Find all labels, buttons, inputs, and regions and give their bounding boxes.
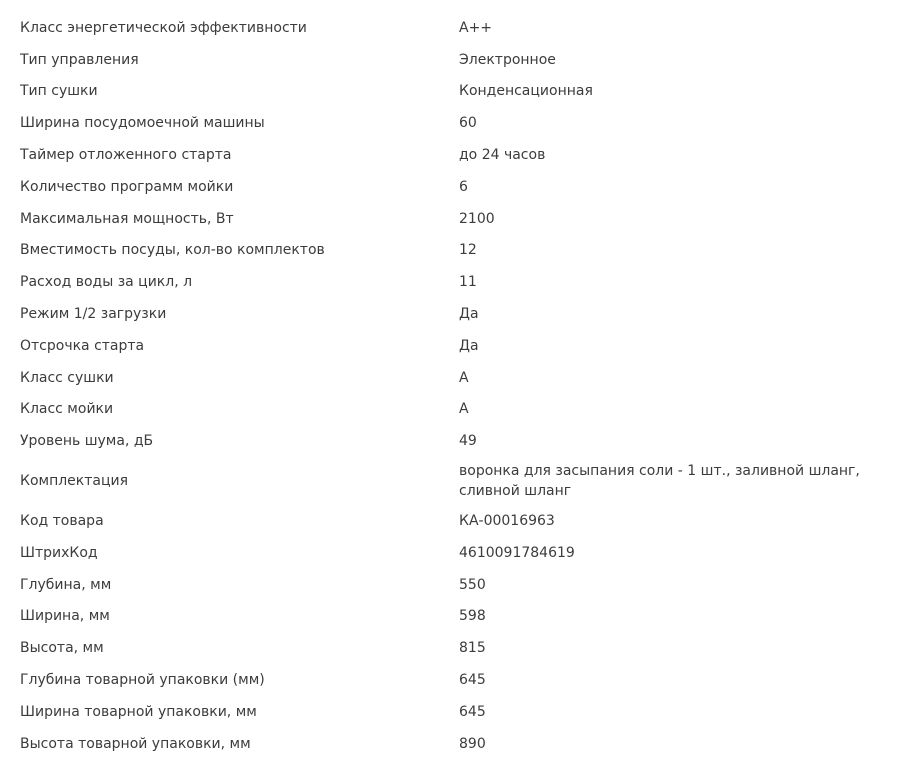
spec-label: Расход воды за цикл, л bbox=[20, 274, 193, 291]
spec-value: 598 bbox=[459, 608, 486, 625]
spec-label: Вместимость посуды, кол-во комплектов bbox=[20, 242, 325, 259]
spec-value: 645 bbox=[459, 672, 486, 689]
spec-row bbox=[0, 139, 915, 171]
spec-label: Количество программ мойки bbox=[20, 178, 234, 195]
spec-row bbox=[0, 569, 915, 601]
spec-value: Электронное bbox=[459, 51, 556, 68]
spec-value: 645 bbox=[459, 703, 486, 720]
spec-label: Ширина посудомоечной машины bbox=[20, 115, 265, 132]
spec-label: Отсрочка старта bbox=[20, 337, 145, 354]
spec-row bbox=[0, 601, 915, 633]
spec-value: 550 bbox=[459, 576, 486, 593]
spec-value: 4610091784619 bbox=[459, 544, 575, 561]
spec-value: A bbox=[459, 369, 469, 386]
spec-row bbox=[0, 235, 915, 267]
spec-value: 2100 bbox=[459, 210, 495, 227]
spec-label: Режим 1/2 загрузки bbox=[20, 306, 167, 323]
spec-label: Максимальная мощность, Вт bbox=[20, 210, 234, 227]
spec-row bbox=[0, 537, 915, 569]
spec-row bbox=[0, 505, 915, 537]
spec-label: Уровень шума, дБ bbox=[20, 433, 154, 450]
spec-row bbox=[0, 107, 915, 139]
spec-row bbox=[0, 425, 915, 457]
spec-label: Глубина товарной упаковки (мм) bbox=[20, 672, 265, 689]
spec-label: Высота товарной упаковки, мм bbox=[20, 735, 251, 752]
spec-value: КА-00016963 bbox=[459, 513, 555, 530]
spec-value: до 24 часов bbox=[459, 147, 546, 164]
spec-value: 6 bbox=[459, 178, 468, 195]
spec-row bbox=[0, 203, 915, 235]
spec-row bbox=[0, 632, 915, 664]
spec-row bbox=[0, 76, 915, 108]
spec-value: 890 bbox=[459, 735, 486, 752]
spec-row bbox=[0, 330, 915, 362]
spec-value: Да bbox=[459, 306, 479, 323]
specifications-table bbox=[0, 12, 915, 760]
spec-row bbox=[0, 171, 915, 203]
spec-value: A bbox=[459, 401, 469, 418]
spec-value: Конденсационная bbox=[459, 83, 593, 100]
spec-row bbox=[0, 12, 915, 44]
spec-value: 12 bbox=[459, 242, 477, 259]
spec-value: 815 bbox=[459, 640, 486, 657]
spec-label: Комплектация bbox=[20, 473, 129, 490]
spec-row bbox=[0, 298, 915, 330]
spec-label: ШтрихКод bbox=[20, 544, 98, 561]
spec-label: Ширина, мм bbox=[20, 608, 110, 625]
spec-label: Тип управления bbox=[20, 51, 139, 68]
spec-label: Ширина товарной упаковки, мм bbox=[20, 703, 257, 720]
spec-row bbox=[0, 457, 915, 505]
spec-value: Да bbox=[459, 337, 479, 354]
spec-value: 11 bbox=[459, 274, 477, 291]
spec-label: Таймер отложенного старта bbox=[20, 147, 232, 164]
spec-row bbox=[0, 44, 915, 76]
spec-row bbox=[0, 266, 915, 298]
spec-label: Высота, мм bbox=[20, 640, 104, 657]
spec-label: Класс мойки bbox=[20, 401, 114, 418]
spec-row bbox=[0, 664, 915, 696]
spec-row bbox=[0, 394, 915, 426]
spec-label: Класс сушки bbox=[20, 369, 114, 386]
spec-label: Класс энергетической эффективности bbox=[20, 19, 307, 36]
spec-value: A++ bbox=[459, 19, 493, 36]
spec-value: 49 bbox=[459, 433, 477, 450]
spec-label: Глубина, мм bbox=[20, 576, 112, 593]
spec-row bbox=[0, 362, 915, 394]
spec-value: воронка для засыпания соли - 1 шт., заливной шланг, сливной шланг bbox=[459, 463, 860, 500]
spec-label: Тип сушки bbox=[20, 83, 98, 100]
spec-value: 60 bbox=[459, 115, 477, 132]
spec-row bbox=[0, 696, 915, 728]
spec-label: Код товара bbox=[20, 513, 104, 530]
specifications-body bbox=[0, 12, 915, 760]
spec-row bbox=[0, 728, 915, 760]
